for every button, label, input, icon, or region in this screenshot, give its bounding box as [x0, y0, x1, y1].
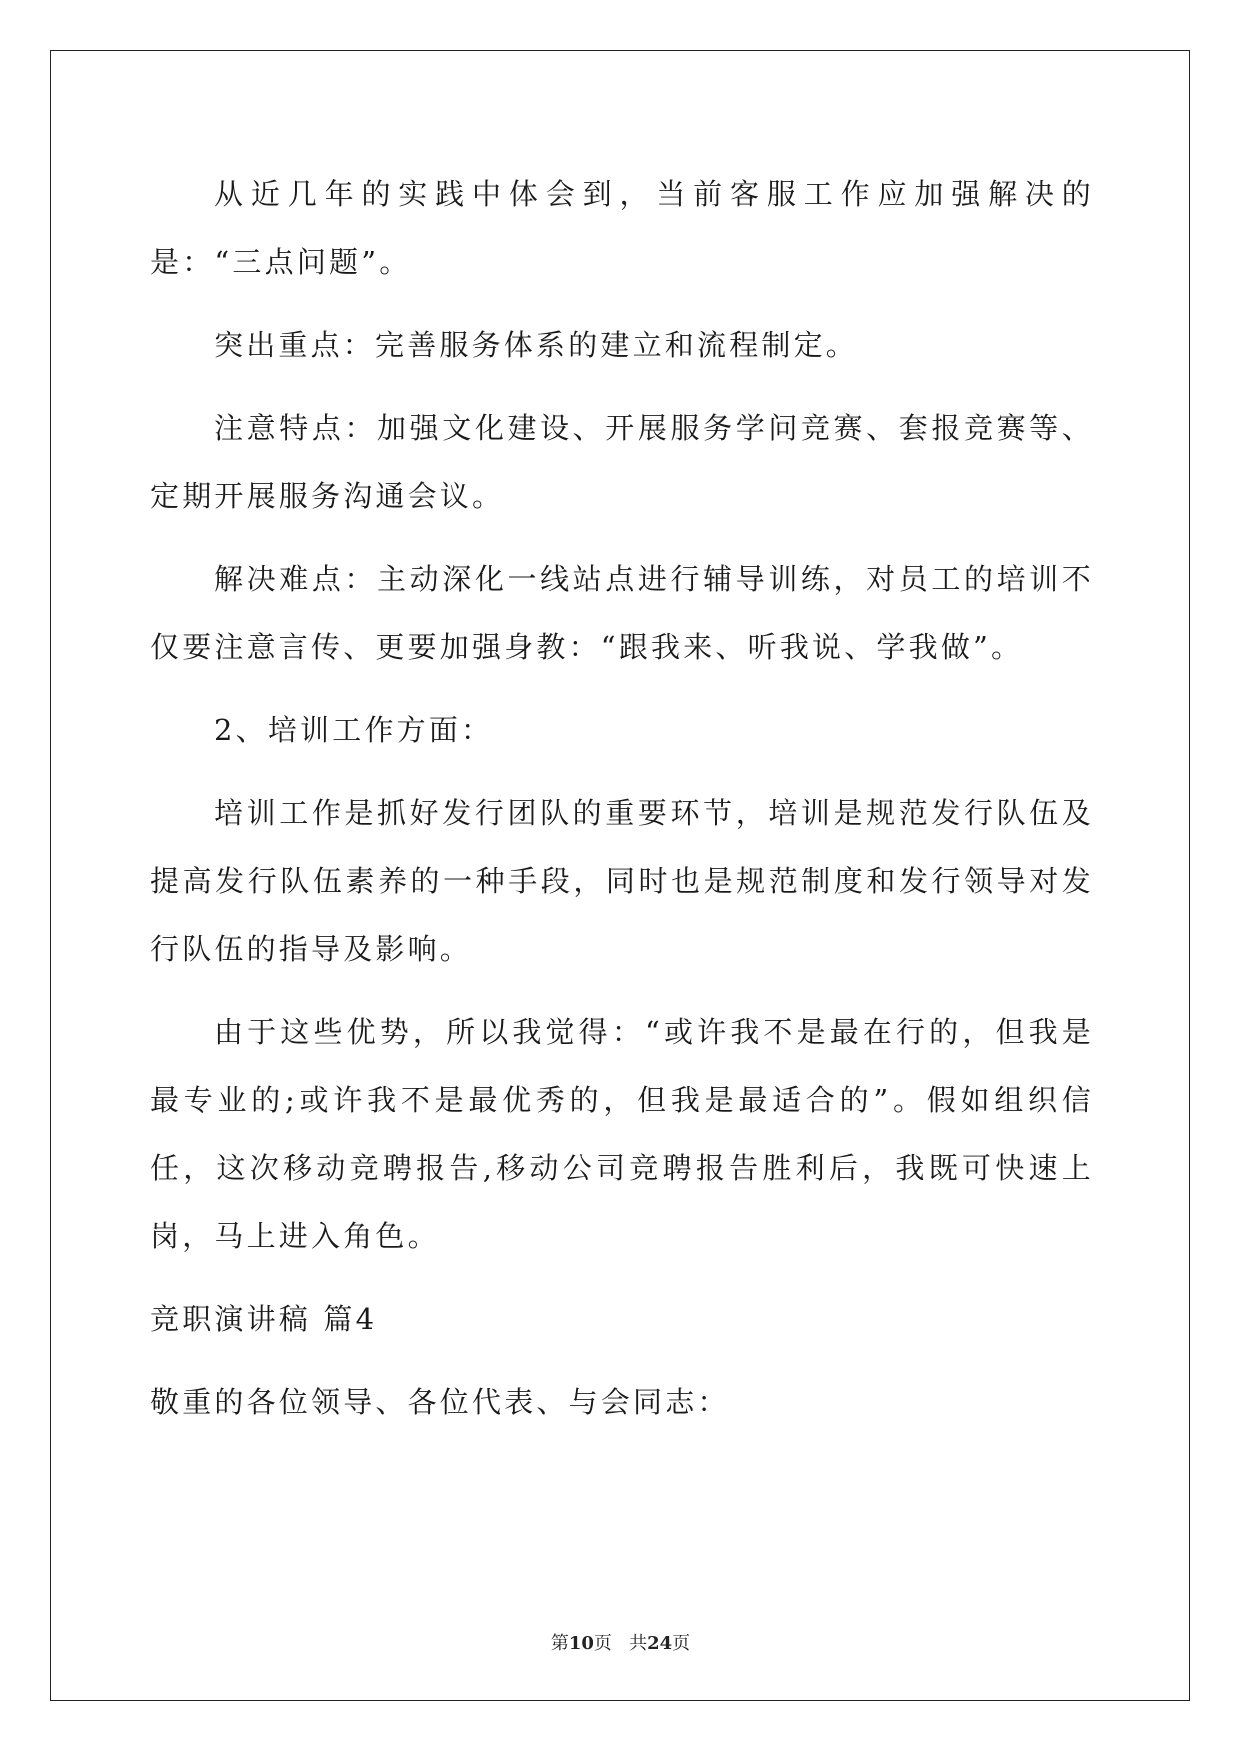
page-footer	[0, 1629, 1241, 1655]
paragraph-key-points: 突出重点：完善服务体系的建立和流程制定。	[214, 328, 859, 362]
paragraph-training-work: 培训工作是抓好发行团队的重要环节，培训是规范发行队伍及提高发行队伍素养的一种手段，同时也是规范制度和发行领导对发行队伍的指导及影响。	[150, 796, 1094, 966]
document-body	[150, 160, 1094, 1436]
paragraph-attention-points: 注意特点：加强文化建设、开展服务学问竞赛、套报竞赛等、定期开展服务沟通会议。	[150, 411, 1094, 513]
footer-total-pages: 24	[647, 1633, 673, 1654]
paragraph-training-heading: 2、培训工作方面：	[214, 713, 494, 747]
paragraph-advantages: 由于这些优势，所以我觉得：“或许我不是最在行的，但我是最专业的;或许我不是最优秀的，但我是最适合的”。假如组织信任，这次移动竞聘报告,移动公司竞聘报告胜利后，我既可快速上岗，马上进入角色。	[150, 1015, 1094, 1253]
paragraph-difficult-points: 解决难点：主动深化一线站点进行辅导训练，对员工的培训不仅要注意言传、更要加强身教：“跟我来、听我说、学我做”。	[150, 562, 1094, 664]
footer-suffix: 页	[672, 1633, 691, 1654]
footer-prefix: 第	[550, 1633, 569, 1654]
footer-page-number: 10	[568, 1633, 594, 1654]
salutation: 敬重的各位领导、各位代表、与会同志：	[150, 1385, 730, 1419]
footer-middle: 页 共	[593, 1633, 648, 1654]
section-heading: 竞职演讲稿 篇4	[150, 1302, 378, 1336]
paragraph-customer-service-problems: 从近几年的实践中体会到，当前客服工作应加强解决的是：“三点问题”。	[150, 177, 1094, 279]
